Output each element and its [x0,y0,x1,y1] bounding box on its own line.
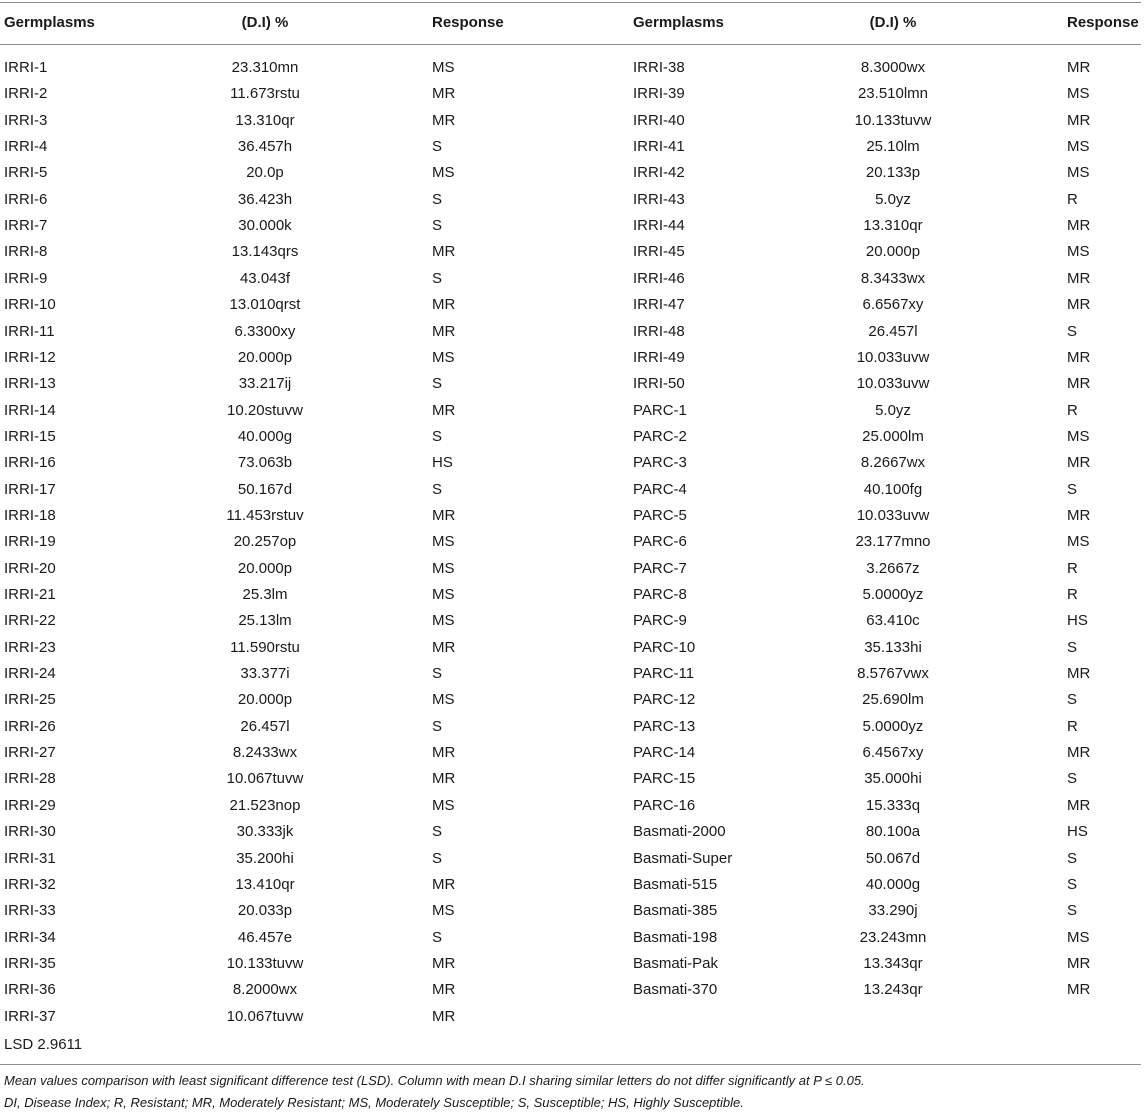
header-rule [0,44,1141,45]
cell-response-right: MR [1067,348,1091,366]
cell-di-left: 23.310mn [231,59,299,76]
cell-germplasm-right: IRRI-48 [633,322,685,340]
cell-di-left: 13.143qrs [231,243,299,261]
cell-response-left: MR [432,981,456,999]
table-bottom-rule [0,1064,1141,1065]
cell-response-right: MR [1067,506,1091,524]
cell-response-left: HS [432,454,453,472]
cell-germplasm-left: IRRI-15 [4,427,56,445]
cell-di-right: 3.2667z [866,559,920,577]
table-row [0,292,1141,318]
cell-di-right: 40.100fg [863,480,923,498]
cell-germplasm-left: IRRI-13 [4,375,56,393]
footnote-abbreviations: DI, Disease Index; R, Resistant; MR, Moderately Resistant; MS, Moderately Susceptible; S, Susceptible; HS, Highly Susceptible. [4,1095,744,1110]
cell-germplasm-right: IRRI-44 [633,217,685,235]
cell-germplasm-left: IRRI-37 [4,1007,56,1025]
cell-di-right: 10.033uvw [856,506,930,524]
cell-germplasm-right: IRRI-45 [633,243,685,261]
table-row [0,740,1141,766]
cell-response-right: MR [1067,981,1091,999]
cell-germplasm-right: IRRI-49 [633,348,685,366]
table-row [0,714,1141,740]
table-row [0,319,1141,345]
cell-di-right: 25.10lm [866,138,920,156]
cell-di-left: 10.133tuvw [226,954,304,972]
cell-response-left: MR [432,770,456,788]
cell-di-right: 63.410c [866,612,920,630]
cell-germplasm-left: IRRI-31 [4,849,56,867]
cell-response-right: MR [1067,954,1091,972]
cell-di-right: 5.0000yz [862,717,924,735]
cell-di-right: 10.133tuvw [854,111,932,129]
cell-germplasm-left: IRRI-16 [4,454,56,472]
cell-response-left: S [432,823,443,841]
table-row [0,661,1141,687]
cell-response-left: MS [432,59,455,76]
cell-response-right: MS [1067,243,1090,261]
cell-di-right: 40.000g [865,875,921,893]
table-row [0,687,1141,713]
cell-di-left: 13.310qr [235,111,295,129]
cell-di-right: 5.0yz [875,190,911,208]
cell-di-right: 26.457l [868,322,918,340]
cell-germplasm-left: IRRI-20 [4,559,56,577]
cell-di-right: 8.3000wx [860,59,926,76]
cell-di-right: 33.290j [868,902,918,920]
cell-germplasm-left: IRRI-33 [4,902,56,920]
header-germplasms-left: Germplasms [4,14,95,31]
table-top-rule [0,2,1141,3]
cell-di-right: 5.0000yz [862,586,924,603]
table-row [0,635,1141,661]
cell-germplasm-left: IRRI-18 [4,506,56,524]
cell-response-left: S [432,849,443,867]
cell-response-left: MR [432,85,456,103]
cell-germplasm-left: IRRI-8 [4,243,48,261]
cell-germplasm-right: IRRI-50 [633,375,685,393]
cell-germplasm-right: PARC-5 [633,506,687,524]
table-row [0,239,1141,265]
cell-germplasm-right: PARC-7 [633,559,687,577]
cell-di-left: 6.3300xy [234,322,296,340]
cell-germplasm-right: Basmati-Super [633,849,733,867]
table-row [0,371,1141,397]
cell-response-left: MS [432,348,455,366]
header-di-right: (D.I) % [869,14,917,31]
cell-germplasm-left: IRRI-26 [4,717,56,735]
cell-response-right: MR [1067,111,1091,129]
cell-di-right: 6.6567xy [862,296,924,314]
cell-di-left: 21.523nop [229,796,301,814]
cell-response-right: MS [1067,138,1090,156]
cell-germplasm-left: IRRI-2 [4,85,48,103]
cell-di-left: 73.063b [237,454,293,472]
cell-response-right: S [1067,902,1078,920]
cell-response-right: R [1067,190,1078,208]
cell-germplasm-left: IRRI-28 [4,770,56,788]
table-row [0,55,1141,81]
cell-germplasm-right: IRRI-38 [633,59,685,76]
table-row [0,266,1141,292]
cell-germplasm-right: Basmati-370 [633,981,718,999]
cell-germplasm-left: IRRI-32 [4,875,56,893]
cell-di-left: 13.410qr [235,875,295,893]
cell-response-right: R [1067,401,1078,419]
cell-response-left: MS [432,691,455,709]
table-row [0,108,1141,134]
table-row [0,345,1141,371]
cell-germplasm-right: Basmati-385 [633,902,718,920]
cell-response-right: MS [1067,427,1090,445]
cell-germplasm-right: PARC-15 [633,770,696,788]
cell-response-right: S [1067,480,1078,498]
cell-germplasm-left: IRRI-35 [4,954,56,972]
cell-germplasm-left: IRRI-3 [4,111,48,129]
cell-germplasm-right: Basmati-Pak [633,954,719,972]
cell-germplasm-left: IRRI-34 [4,928,56,946]
cell-response-left: MR [432,243,456,261]
cell-germplasm-left: IRRI-6 [4,190,48,208]
cell-germplasm-left: IRRI-25 [4,691,56,709]
cell-germplasm-right: PARC-12 [633,691,696,709]
cell-di-right: 25.000lm [862,427,924,445]
cell-response-right: R [1067,586,1078,603]
cell-di-left: 46.457e [237,928,293,946]
cell-di-right: 23.243mn [859,928,927,946]
cell-di-left: 33.377i [240,665,290,683]
cell-response-right: MS [1067,928,1090,946]
cell-di-left: 8.2433wx [232,744,298,762]
cell-germplasm-right: PARC-8 [633,586,687,603]
cell-response-right: MR [1067,744,1091,762]
cell-germplasm-left: IRRI-1 [4,59,48,76]
cell-germplasm-left: IRRI-27 [4,744,56,762]
cell-di-right: 50.067d [865,849,921,867]
header-di-left: (D.I) % [241,14,289,31]
cell-di-right: 13.243qr [863,981,923,999]
cell-germplasm-right: PARC-6 [633,533,687,551]
cell-response-left: S [432,269,443,287]
cell-germplasm-left: IRRI-17 [4,480,56,498]
cell-germplasm-left: IRRI-23 [4,638,56,656]
cell-response-left: S [432,138,443,156]
cell-di-left: 26.457l [240,717,290,735]
cell-germplasm-left: IRRI-36 [4,981,56,999]
cell-germplasm-right: PARC-14 [633,744,696,762]
table-row [0,477,1141,503]
cell-response-right: MS [1067,533,1090,551]
cell-response-right: MR [1067,59,1091,76]
cell-di-right: 8.3433wx [860,269,926,287]
table-row [0,819,1141,845]
cell-di-right: 13.310qr [863,217,923,235]
cell-response-right: HS [1067,823,1088,841]
cell-germplasm-left: IRRI-19 [4,533,56,551]
cell-di-left: 11.590rstu [230,638,300,656]
cell-di-right: 6.4567xy [862,744,924,762]
table-row [0,977,1141,1003]
cell-germplasm-left: IRRI-10 [4,296,56,314]
cell-germplasm-right: PARC-10 [633,638,696,656]
cell-germplasm-left: IRRI-9 [4,269,48,287]
cell-germplasm-right: PARC-1 [633,401,687,419]
cell-germplasm-left: IRRI-29 [4,796,56,814]
table-row [0,793,1141,819]
cell-di-right: 13.343qr [863,954,923,972]
cell-response-left: S [432,190,443,208]
cell-di-left: 35.200hi [236,849,294,867]
cell-di-right: 25.690lm [862,691,924,709]
cell-response-left: MR [432,111,456,129]
table-row [0,608,1141,634]
cell-response-right: R [1067,717,1078,735]
header-response-left: Response [432,14,504,31]
table-row [0,503,1141,529]
cell-germplasm-right: IRRI-46 [633,269,685,287]
cell-di-left: 40.000g [237,427,293,445]
table-row [0,81,1141,107]
cell-response-left: MR [432,744,456,762]
table-row [0,872,1141,898]
table-row [0,450,1141,476]
header-germplasms-right: Germplasms [633,14,724,31]
cell-germplasm-right: IRRI-39 [633,85,685,103]
cell-response-right: MR [1067,269,1091,287]
cell-response-left: MR [432,296,456,314]
cell-di-left: 36.457h [237,138,293,156]
cell-di-right: 8.2667wx [860,454,926,472]
cell-di-left: 11.673rstu [230,85,300,103]
cell-di-left: 11.453rstuv [226,506,304,524]
cell-germplasm-left: IRRI-30 [4,823,56,841]
cell-di-right: 80.100a [865,823,921,841]
cell-di-left: 20.000p [237,348,293,366]
cell-germplasm-right: IRRI-43 [633,190,685,208]
cell-germplasm-right: PARC-9 [633,612,687,630]
cell-response-right: S [1067,691,1078,709]
cell-response-right: HS [1067,612,1088,630]
cell-di-right: 15.333q [865,796,921,814]
cell-response-right: MS [1067,164,1090,182]
cell-response-right: MR [1067,454,1091,472]
cell-response-left: S [432,928,443,946]
cell-di-right: 5.0yz [875,401,911,419]
cell-response-left: MS [432,533,455,551]
cell-response-right: MR [1067,217,1091,235]
cell-response-left: MR [432,875,456,893]
cell-response-right: S [1067,638,1078,656]
table-row [0,424,1141,450]
table-row [0,134,1141,160]
cell-germplasm-right: Basmati-2000 [633,823,726,841]
cell-response-right: S [1067,770,1078,788]
cell-response-left: MR [432,401,456,419]
cell-germplasm-right: PARC-3 [633,454,687,472]
cell-germplasm-left: IRRI-22 [4,612,56,630]
cell-germplasm-right: Basmati-198 [633,928,718,946]
cell-response-right: S [1067,875,1078,893]
cell-di-left: 13.010qrst [229,296,301,314]
cell-response-left: MR [432,638,456,656]
table-header-row [0,10,1141,36]
footnote-lsd: Mean values comparison with least significant difference test (LSD). Column with mean D.I sharing similar letters do not differ significantly at P ≤ 0.05. [4,1073,865,1088]
cell-response-left: S [432,217,443,235]
table-row [0,846,1141,872]
cell-di-left: 36.423h [237,190,293,208]
cell-response-right: MR [1067,296,1091,314]
cell-response-left: S [432,665,443,683]
cell-germplasm-left: IRRI-12 [4,348,56,366]
cell-response-right: S [1067,849,1078,867]
cell-di-left: 25.13lm [238,612,292,630]
cell-di-right: 23.510lmn [857,85,929,103]
table-row [0,1004,1141,1030]
cell-germplasm-left: IRRI-24 [4,665,56,683]
cell-di-right: 35.133hi [864,638,922,656]
cell-di-left: 25.3lm [242,586,288,603]
cell-di-right: 10.033uvw [856,375,930,393]
cell-di-left: 20.000p [237,559,293,577]
table-row [0,187,1141,213]
table-row [0,925,1141,951]
lsd-value: LSD 2.9611 [4,1036,83,1053]
cell-germplasm-left: IRRI-11 [4,322,55,340]
cell-di-left: 30.000k [238,217,292,235]
cell-germplasm-right: IRRI-41 [633,138,685,156]
cell-response-left: S [432,480,443,498]
table-row [0,160,1141,186]
cell-germplasm-left: IRRI-5 [4,164,48,182]
table-row [0,213,1141,239]
cell-di-left: 20.000p [237,691,293,709]
cell-di-left: 10.20stuvw [227,401,303,419]
cell-response-left: MS [432,612,455,630]
cell-response-left: S [432,717,443,735]
cell-germplasm-right: PARC-2 [633,427,687,445]
cell-di-left: 8.2000wx [232,981,298,999]
cell-germplasm-left: IRRI-7 [4,217,48,235]
table-row [0,582,1141,608]
cell-di-left: 50.167d [237,480,293,498]
cell-di-right: 23.177mno [855,533,931,551]
cell-di-left: 10.067tuvw [226,1007,304,1025]
cell-response-right: R [1067,559,1078,577]
cell-response-left: MR [432,322,456,340]
cell-germplasm-left: IRRI-14 [4,401,56,419]
cell-di-left: 20.0p [246,164,284,182]
cell-germplasm-right: IRRI-47 [633,296,685,314]
table-row [0,529,1141,555]
cell-di-right: 20.133p [865,164,921,182]
cell-germplasm-right: PARC-13 [633,717,696,735]
table-row [0,898,1141,924]
cell-di-left: 10.067tuvw [226,770,304,788]
cell-response-left: MS [432,559,455,577]
cell-di-left: 43.043f [239,269,291,287]
cell-germplasm-right: Basmati-515 [633,875,718,893]
cell-di-left: 33.217ij [238,375,292,393]
table-row [0,556,1141,582]
cell-germplasm-left: IRRI-21 [4,586,56,603]
cell-response-right: MS [1067,85,1090,103]
cell-response-left: S [432,427,443,445]
cell-response-left: MR [432,506,456,524]
table-row [0,951,1141,977]
cell-di-left: 20.033p [237,902,293,920]
cell-di-right: 10.033uvw [856,348,930,366]
cell-response-left: MR [432,1007,456,1025]
cell-response-left: MS [432,902,455,920]
cell-response-right: S [1067,322,1078,340]
cell-germplasm-right: IRRI-40 [633,111,685,129]
cell-di-left: 20.257op [233,533,297,551]
cell-di-right: 35.000hi [864,770,922,788]
table-row [0,766,1141,792]
cell-response-left: MS [432,586,455,603]
cell-response-left: S [432,375,443,393]
table-row [0,398,1141,424]
cell-response-right: MR [1067,375,1091,393]
cell-response-left: MR [432,954,456,972]
cell-response-left: MS [432,164,455,182]
cell-germplasm-left: IRRI-4 [4,138,48,156]
cell-response-right: MR [1067,665,1091,683]
header-response-right: Response [1067,14,1139,31]
cell-response-right: MR [1067,796,1091,814]
cell-germplasm-right: PARC-16 [633,796,696,814]
cell-di-right: 20.000p [865,243,921,261]
cell-germplasm-right: IRRI-42 [633,164,685,182]
cell-response-left: MS [432,796,455,814]
cell-germplasm-right: PARC-11 [633,665,695,683]
cell-germplasm-right: PARC-4 [633,480,687,498]
cell-di-left: 30.333jk [236,823,294,841]
cell-di-right: 8.5767vwx [857,665,929,683]
